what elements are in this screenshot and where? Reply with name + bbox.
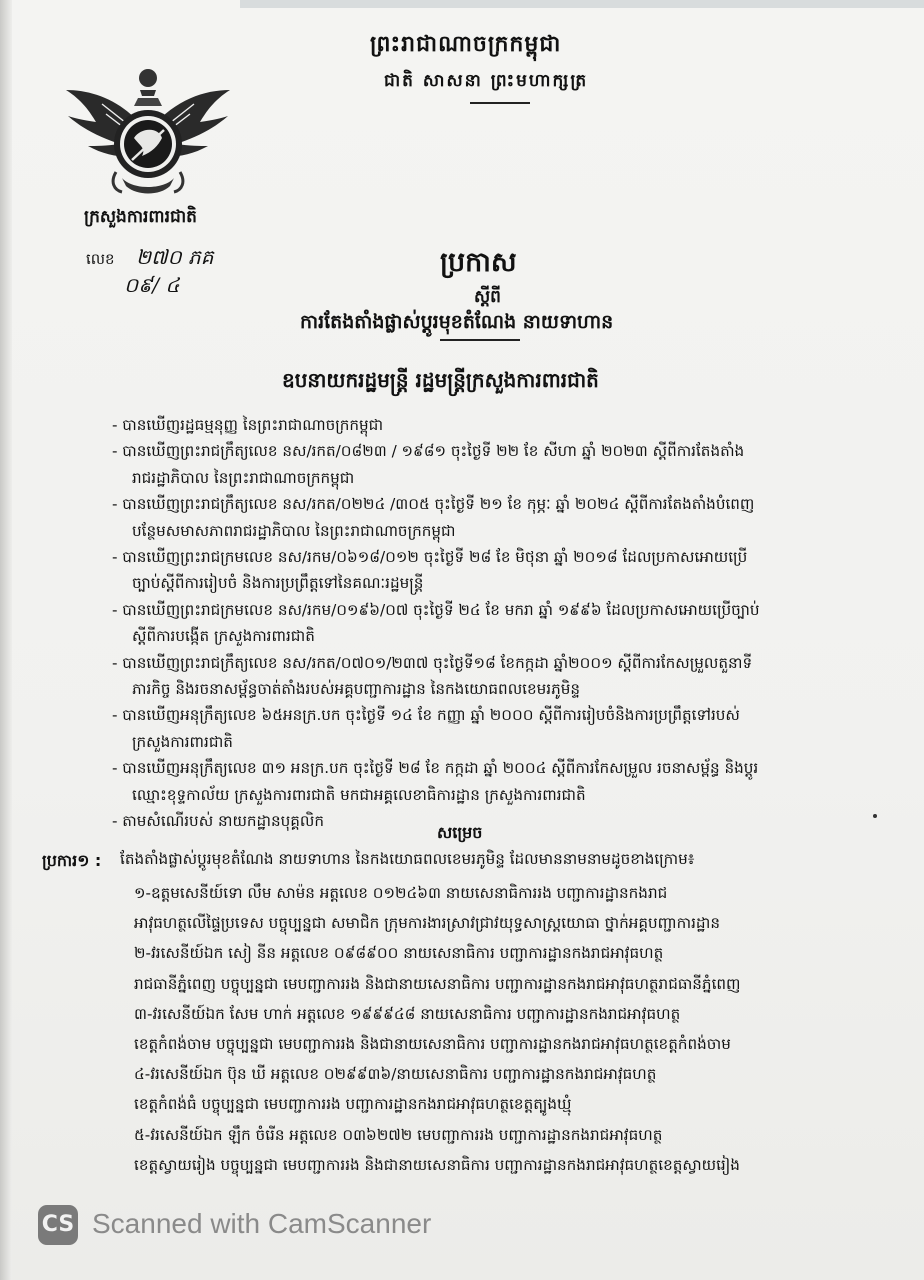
list-item: - បានឃើញព្រះរាជក្រឹត្យលេខ នស/រកត/០៨២៣ / ១៩៨១ ចុះថ្ងៃទី ២២ ខែ សីហា ឆ្នាំ ២០២៣ ស្តីពីការតែងតាំង រាជរដ្ឋាភិបាល នៃព្រះរាជាណាចក្រកម្ពុជា xyxy=(112,442,745,487)
kingdom-heading: ព្រះរាជាណាចក្រកម្ពុជា xyxy=(370,32,562,57)
decision-heading: សម្រេច xyxy=(437,823,483,842)
document-title: ប្រកាស xyxy=(440,247,517,278)
list-item: ២-វរសេនីយ៍ឯក សៀ នីន អត្តលេខ ០៩៨៩០០ នាយសេនាធិការ បញ្ជាការដ្ឋានកងរាជអាវុធហត្ថ រាជធានីភ្នំពេញ បច្ចុប្បន្នជា មេបញ្ជាការរង និងជានាយសេនាធិការ បញ្ជាការដ្ឋានកងរាជអាវុធហត្ថរាជធានីភ្នំពេញ xyxy=(134,944,741,993)
reference-number: ២៧០ ភគ xyxy=(136,245,214,269)
appointees-list xyxy=(134,878,884,1180)
list-item: ៥-វរសេនីយ៍ឯក ឡឹក ចំរើន អត្តលេខ ០៣៦២៧២ មេបញ្ជាការរង បញ្ជាការដ្ឋានកងរាជអាវុធហត្ថ ខេត្តស្វាយរៀង បច្ចុប្បន្នជា មេបញ្ជាការរង និងជានាយសេនាធិការ បញ្ជាការដ្ឋានកងរាជអាវុធហត្ថខេត្តស្វាយរៀង xyxy=(134,1125,740,1174)
article-label: ប្រការ១ : xyxy=(42,851,102,870)
national-motto: ជាតិ សាសនា ព្រះមហាក្សត្រ xyxy=(384,71,589,91)
list-item: - បានឃើញអនុក្រឹត្យលេខ ៣១ អនក្រ.បក ចុះថ្ងៃទី ២៨ ខែ កក្កដា ឆ្នាំ ២០០៤ ស្តីពីការកែសម្រួល រចនាសម្ព័ន្ធ និងប្តូរ ឈ្មោះខុទ្ទកាល័យ ក្រសួងការពារជាតិ មកជាអគ្គលេខាធិការដ្ឋាន ក្រសួងការពារជាតិ xyxy=(112,759,759,804)
list-item: ១-ឧត្តមសេនីយ៍ទោ លឹម សាម៉ន អត្តលេខ ០១២៤៦៣ នាយសេនាធិការរង បញ្ជាការដ្ឋានកងរាជ អាវុធហត្ថលើផ្ទៃប្រទេស បច្ចុប្បន្នជា សមាជិក ក្រុមការងារស្រាវជ្រាវយុទ្ធសាស្ត្រយោធា ថ្នាក់អគ្គបញ្ជាការដ្ឋាន xyxy=(134,884,721,933)
page-shadow xyxy=(0,0,12,1280)
list-item: - បានឃើញព្រះរាជក្រឹត្យលេខ នស/រកត/០២២៤ /៣០៥ ចុះថ្ងៃទី ២១ ខែ កុម្ភៈ ឆ្នាំ ២០២៤ ស្តីពីការតែងតាំងបំពេញ បន្ថែមសមាសភាពរាជរដ្ឋាភិបាល នៃព្រះរាជាណាចក្រកម្ពុជា xyxy=(112,495,755,540)
camscanner-watermark: Scanned with CamScanner xyxy=(92,1208,432,1239)
motto-ornament xyxy=(470,102,530,104)
list-item: - តាមសំណើរបស់ នាយកដ្ឋានបុគ្គលិក xyxy=(112,812,325,831)
page-top-edge xyxy=(240,0,924,8)
document-subtitle: ស្តីពី xyxy=(474,287,501,307)
article-text: តែងតាំងផ្លាស់ប្តូរមុខតំណែង នាយទាហាន នៃកងយោធពលខេមរភូមិន្ទ ដែលមាននាមនាមដូចខាងក្រោម៖ xyxy=(120,850,695,868)
list-item: - បានឃើញព្រះរាជក្រមលេខ នស/រកម/០១៩៦/០៧ ចុះថ្ងៃទី ២៤ ខែ មករា ឆ្នាំ ១៩៩៦ ដែលប្រកាសអោយប្រើច្បាប់ ស្តីពីការបង្កើត ក្រសួងការពារជាតិ xyxy=(112,600,760,646)
list-item: - បានឃើញព្រះរាជក្រឹត្យលេខ នស/រកត/០៧០១/២៣៧ ចុះថ្ងៃទី១៨ ខែកក្កដា ឆ្នាំ២០០១ ស្តីពីការកែសម្រួលតួនាទី ភារកិច្ច និងរចនាសម្ព័ន្ធចាត់តាំងរបស់អគ្គបញ្ជាការដ្ឋាន នៃកងយោធពលខេមរភូមិន្ទ xyxy=(112,653,753,699)
subject-ornament xyxy=(440,339,520,341)
list-item: - បានឃើញព្រះរាជក្រមលេខ នស/រកម/០៦១៨/០១២ ចុះថ្ងៃទី ២៨ ខែ មិថុនា ឆ្នាំ ២០១៨ ដែលប្រកាសអោយប្រើ ច្បាប់ស្តីពីការរៀបចំ និងការប្រព្រឹត្តទៅនៃគណៈរដ្ឋមន្ត្រី xyxy=(112,548,748,593)
issuing-authority: ឧបនាយករដ្ឋមន្ត្រី រដ្ឋមន្ត្រីក្រសួងការពារជាតិ xyxy=(282,368,599,392)
ministry-emblem-icon xyxy=(62,60,234,210)
camscanner-logo-icon: CS xyxy=(38,1205,78,1245)
ministry-name: ក្រសួងការពារជាតិ xyxy=(84,207,197,227)
considerations-list xyxy=(112,412,882,835)
reference-date: ០៩/ ៤ xyxy=(124,273,180,297)
document-subject: ការតែងតាំងផ្លាស់ប្តូរមុខតំណែង នាយទាហាន xyxy=(300,311,614,333)
list-item: ៤-វរសេនីយ៍ឯក ប៊ុន ឃី អត្តលេខ ០២៩៩៣៦/នាយសេនាធិការ បញ្ជាការដ្ឋានកងរាជអាវុធហត្ថ ខេត្តកំពង់ធំ បច្ចុប្បន្នជា មេបញ្ជាការរង បញ្ជាការដ្ឋានកងរាជអាវុធហត្ថខេត្តត្បូងឃ្មុំ xyxy=(134,1065,657,1114)
list-item: ៣-វរសេនីយ៍ឯក សែម ហាក់ អត្តលេខ ១៩៩៩៤៨ នាយសេនាធិការ បញ្ជាការដ្ឋានកងរាជអាវុធហត្ថ ខេត្តកំពង់ចាម បច្ចុប្បន្នជា មេបញ្ជាការរង និងជានាយសេនាធិការ បញ្ជាការដ្ឋានកងរាជអាវុធហត្ថខេត្តកំពង់ចាម xyxy=(134,1004,731,1054)
list-item: - បានឃើញអនុក្រឹត្យលេខ ៦៥អនក្រ.បក ចុះថ្ងៃទី ១៤ ខែ កញ្ញា ឆ្នាំ ២០០០ ស្តីពីការរៀបចំនិងការប្រព្រឹត្តទៅរបស់ ក្រសួងការពារជាតិ xyxy=(112,706,740,751)
reference-label: លេខ xyxy=(86,250,115,268)
list-item: - បានឃើញរដ្ឋធម្មនុញ្ញ នៃព្រះរាជាណាចក្រកម្ពុជា xyxy=(112,416,384,434)
scan-speck xyxy=(873,814,877,818)
